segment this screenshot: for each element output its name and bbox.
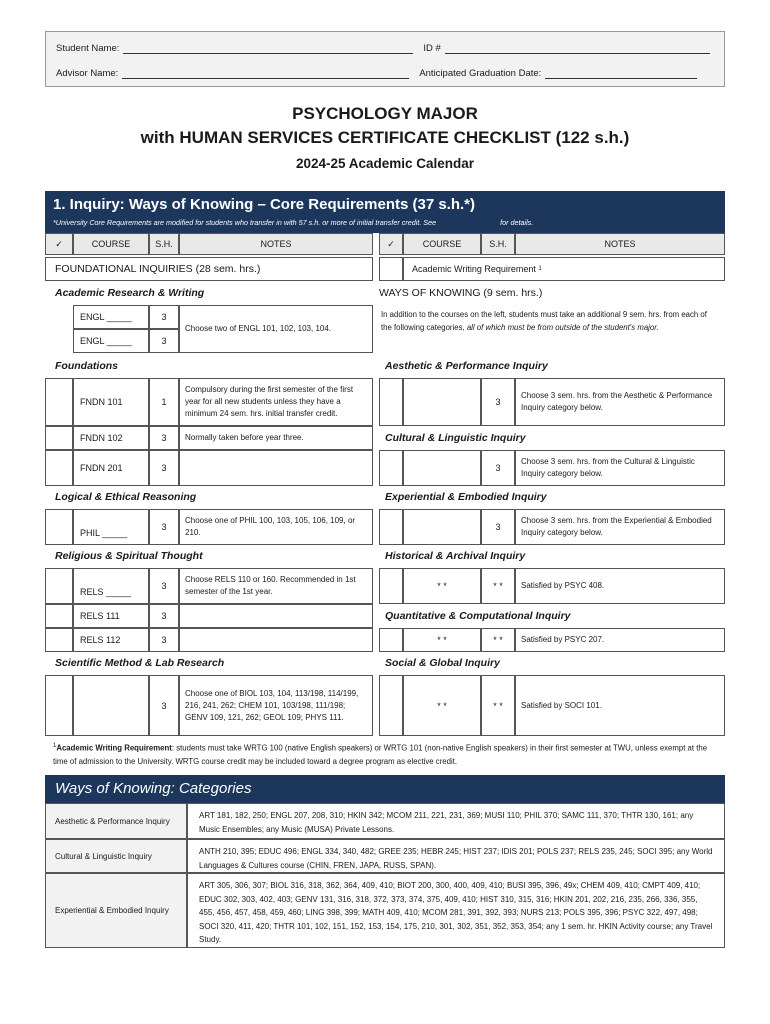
wok-description: In addition to the courses on the left, students must take an additional 9 sem. hrs. from each of the following categories, all of which must be from outside of the student's major. bbox=[381, 310, 707, 332]
fndn201-course: FNDN 201 bbox=[73, 450, 149, 486]
quant-check[interactable] bbox=[379, 628, 403, 652]
aesthetic-note: Choose 3 sem. hrs. from the Aesthetic & Performance Inquiry category below. bbox=[515, 378, 725, 426]
academic-calendar: 2024-25 Academic Calendar bbox=[295, 156, 475, 171]
course-col-header: COURSE bbox=[73, 233, 149, 255]
social-sh: * * bbox=[481, 675, 515, 736]
student-name-label: Student Name: bbox=[56, 43, 120, 54]
fndn201-note bbox=[179, 450, 373, 486]
historical-note: Satisfied by PSYC 408. bbox=[515, 568, 725, 604]
cultural-note: Choose 3 sem. hrs. from the Cultural & Linguistic Inquiry category below. bbox=[515, 450, 725, 486]
sci-course[interactable] bbox=[73, 675, 149, 736]
section2-heading: Ways of Knowing: Categories bbox=[55, 780, 252, 797]
rels112-check[interactable] bbox=[45, 628, 73, 652]
grad-date-label: Anticipated Graduation Date: bbox=[419, 68, 542, 79]
student-info-box bbox=[45, 31, 725, 87]
cultural-heading: Cultural & Linguistic Inquiry bbox=[385, 432, 526, 444]
sci-note: Choose one of BIOL 103, 104, 113/198, 114/199, 216, 241, 262; CHEM 101, 103/198, 111/198; GENV 109, 121, 262; GEOL 109; PHYS 111. bbox=[179, 675, 373, 736]
student-row bbox=[56, 40, 716, 54]
engl-note: Choose two of ENGL 101, 102, 103, 104. bbox=[179, 305, 373, 353]
cultural-check[interactable] bbox=[379, 450, 403, 486]
advisor-row bbox=[56, 65, 716, 79]
experiential-course[interactable] bbox=[403, 509, 481, 545]
fndn101-course: FNDN 101 bbox=[73, 378, 149, 426]
fndn101-check[interactable] bbox=[45, 378, 73, 426]
notes-col-header: NOTES bbox=[179, 233, 373, 255]
phil-sh: 3 bbox=[149, 509, 179, 545]
category-label-cultural: Cultural & Linguistic Inquiry bbox=[45, 839, 187, 873]
foundations-heading: Foundations bbox=[55, 360, 118, 372]
religious-heading: Religious & Spiritual Thought bbox=[55, 550, 203, 562]
aesthetic-sh: 3 bbox=[481, 378, 515, 426]
awr-row: Academic Writing Requirement 1 bbox=[403, 257, 725, 281]
category-label-experiential: Experiential & Embodied Inquiry bbox=[45, 873, 187, 948]
engl-course-2[interactable]: ENGL _____ bbox=[73, 329, 149, 353]
advisor-name-label: Advisor Name: bbox=[56, 68, 119, 79]
quantitative-heading: Quantitative & Computational Inquiry bbox=[385, 610, 571, 622]
phil-note: Choose one of PHIL 100, 103, 105, 106, 109, or 210. bbox=[179, 509, 373, 545]
page-subtitle: with HUMAN SERVICES CERTIFICATE CHECKLIST (122 s.h.) bbox=[140, 128, 630, 147]
quant-course: * * bbox=[403, 628, 481, 652]
course-col-header-right: COURSE bbox=[403, 233, 481, 255]
social-check[interactable] bbox=[379, 675, 403, 736]
id-field[interactable] bbox=[445, 44, 710, 54]
engl-sh-1: 3 bbox=[149, 305, 179, 329]
section2-header bbox=[45, 775, 725, 803]
category-label-aesthetic: Aesthetic & Performance Inquiry bbox=[45, 803, 187, 839]
historical-sh: * * bbox=[481, 568, 515, 604]
social-course: * * bbox=[403, 675, 481, 736]
experiential-note: Choose 3 sem. hrs. from the Experiential & Embodied Inquiry category below. bbox=[515, 509, 725, 545]
section1-heading: 1. Inquiry: Ways of Knowing – Core Requirements (37 s.h.*) bbox=[53, 196, 476, 213]
check-col-header-right: ✓ bbox=[379, 233, 403, 255]
experiential-check[interactable] bbox=[379, 509, 403, 545]
logical-heading: Logical & Ethical Reasoning bbox=[55, 491, 197, 503]
cultural-course[interactable] bbox=[403, 450, 481, 486]
social-note: Satisfied by SOCI 101. bbox=[515, 675, 725, 736]
check-col-header: ✓ bbox=[45, 233, 73, 255]
page-title: PSYCHOLOGY MAJOR bbox=[292, 104, 478, 123]
category-courses-aesthetic: ART 181, 182, 250; ENGL 207, 208, 310; HKIN 342; MCOM 211, 221, 231, 369; MUSI 110; PHIL 370; SAMC 111, 370; THTR 130, 161; any Music Ensembles; any Music (MUSA) Private Lessons. bbox=[187, 803, 725, 839]
historical-course: * * bbox=[403, 568, 481, 604]
id-label: ID # bbox=[423, 43, 441, 54]
phil-check[interactable] bbox=[45, 509, 73, 545]
rels111-sh: 3 bbox=[149, 604, 179, 628]
experiential-heading: Experiential & Embodied Inquiry bbox=[385, 491, 547, 503]
sh-col-header: S.H. bbox=[149, 233, 179, 255]
social-heading: Social & Global Inquiry bbox=[385, 657, 500, 669]
category-courses-experiential: ART 305, 306, 307; BIOL 316, 318, 362, 364, 409, 410; BIOT 200, 300, 400, 409, 410; BUSI 395, 396, 49x; CHEM 409, 410; CMPT 409, 410; EDUC 302, 303, 402, 403; GENV 131, 316, 318, 372, 373, 374, 375, 409, 410; HIST 310, 315, 316; HKIN 201, 202, 216, 235, 266, 336, 355, 455, 456, 457, 458, 459, 460; LING 398, 399; MATH 409, 410; MCOM 281, 391, 392, 393; NURS 213; POLS 395, 396; PSYC 322, 497, 498; SOCI 320, 411, 420; THTR 101, 102, 151, 152, 153, 154, 175, 210, 301, 302, 351, 352, 353, 354; any 1 sem. hr. HKIN Activity course; any Travel Study. bbox=[187, 873, 725, 948]
engl-sh-2: 3 bbox=[149, 329, 179, 353]
scientific-heading: Scientific Method & Lab Research bbox=[55, 657, 225, 669]
rels-note: Choose RELS 110 or 160. Recommended in 1st semester of the 1st year. bbox=[179, 568, 373, 604]
sci-sh: 3 bbox=[149, 675, 179, 736]
engl-course-1[interactable]: ENGL _____ bbox=[73, 305, 149, 329]
aesthetic-check[interactable] bbox=[379, 378, 403, 426]
historical-heading: Historical & Archival Inquiry bbox=[385, 550, 526, 562]
wok-heading: WAYS OF KNOWING (9 sem. hrs.) bbox=[379, 287, 543, 299]
foundational-inquiries: FOUNDATIONAL INQUIRIES (28 sem. hrs.) bbox=[45, 257, 373, 281]
rels112-note bbox=[179, 628, 373, 652]
rels-course[interactable]: RELS _____ bbox=[73, 568, 149, 604]
historical-check[interactable] bbox=[379, 568, 403, 604]
phil-course[interactable]: PHIL _____ bbox=[73, 509, 149, 545]
notes-col-header-right: NOTES bbox=[515, 233, 725, 255]
quant-note: Satisfied by PSYC 207. bbox=[515, 628, 725, 652]
aesthetic-heading: Aesthetic & Performance Inquiry bbox=[385, 360, 548, 372]
footnote: $^1$Academic Writing Requirement: students must take WRTG 100 (native English speakers) or WRTG 101 (non-native English speakers) in their first semester at TWU, unless exempt at the time of admission to the University. WRTG course credit may be included toward a degree program as elective credit. bbox=[53, 743, 708, 766]
rels-check[interactable] bbox=[45, 568, 73, 604]
section1-header bbox=[45, 191, 725, 233]
sh-col-header-right: S.H. bbox=[481, 233, 515, 255]
fndn102-note: Normally taken before year three. bbox=[179, 426, 373, 450]
awr-check[interactable] bbox=[379, 257, 403, 281]
fndn101-sh: 1 bbox=[149, 378, 179, 426]
fndn201-check[interactable] bbox=[45, 450, 73, 486]
fndn102-course: FNDN 102 bbox=[73, 426, 149, 450]
rels111-course: RELS 111 bbox=[73, 604, 149, 628]
fndn201-sh: 3 bbox=[149, 450, 179, 486]
experiential-sh: 3 bbox=[481, 509, 515, 545]
fndn101-note: Compulsory during the first semester of the first year for all new students unless they have a minimum 24 sem. hrs. initial transfer credit. bbox=[179, 378, 373, 426]
category-courses-cultural: ANTH 210, 395; EDUC 496; ENGL 334, 340, 482; GREE 235; HEBR 245; HIST 237; IDIS 201; POLS 237; RELS 235, 245; SOCI 395; any World Languages & Cultures course (CHIN, FREN, JAPA, RUSS, SPAN). bbox=[187, 839, 725, 873]
rels112-sh: 3 bbox=[149, 628, 179, 652]
student-name-field[interactable] bbox=[123, 44, 413, 54]
quant-sh: * * bbox=[481, 628, 515, 652]
sci-check[interactable] bbox=[45, 675, 73, 736]
rels111-check[interactable] bbox=[45, 604, 73, 628]
fndn102-check[interactable] bbox=[45, 426, 73, 450]
rels111-note bbox=[179, 604, 373, 628]
advisor-name-field[interactable] bbox=[122, 69, 409, 79]
rels-sh: 3 bbox=[149, 568, 179, 604]
grad-date-field[interactable] bbox=[545, 69, 697, 79]
rels112-course: RELS 112 bbox=[73, 628, 149, 652]
aesthetic-course[interactable] bbox=[403, 378, 481, 426]
section1-subnote: *University Core Requirements are modified for students who transfer in with 57 s.h. or more of initial transfer credit. See for details. bbox=[53, 218, 534, 227]
academic-research-heading: Academic Research & Writing bbox=[55, 287, 205, 299]
fndn102-sh: 3 bbox=[149, 426, 179, 450]
cultural-sh: 3 bbox=[481, 450, 515, 486]
